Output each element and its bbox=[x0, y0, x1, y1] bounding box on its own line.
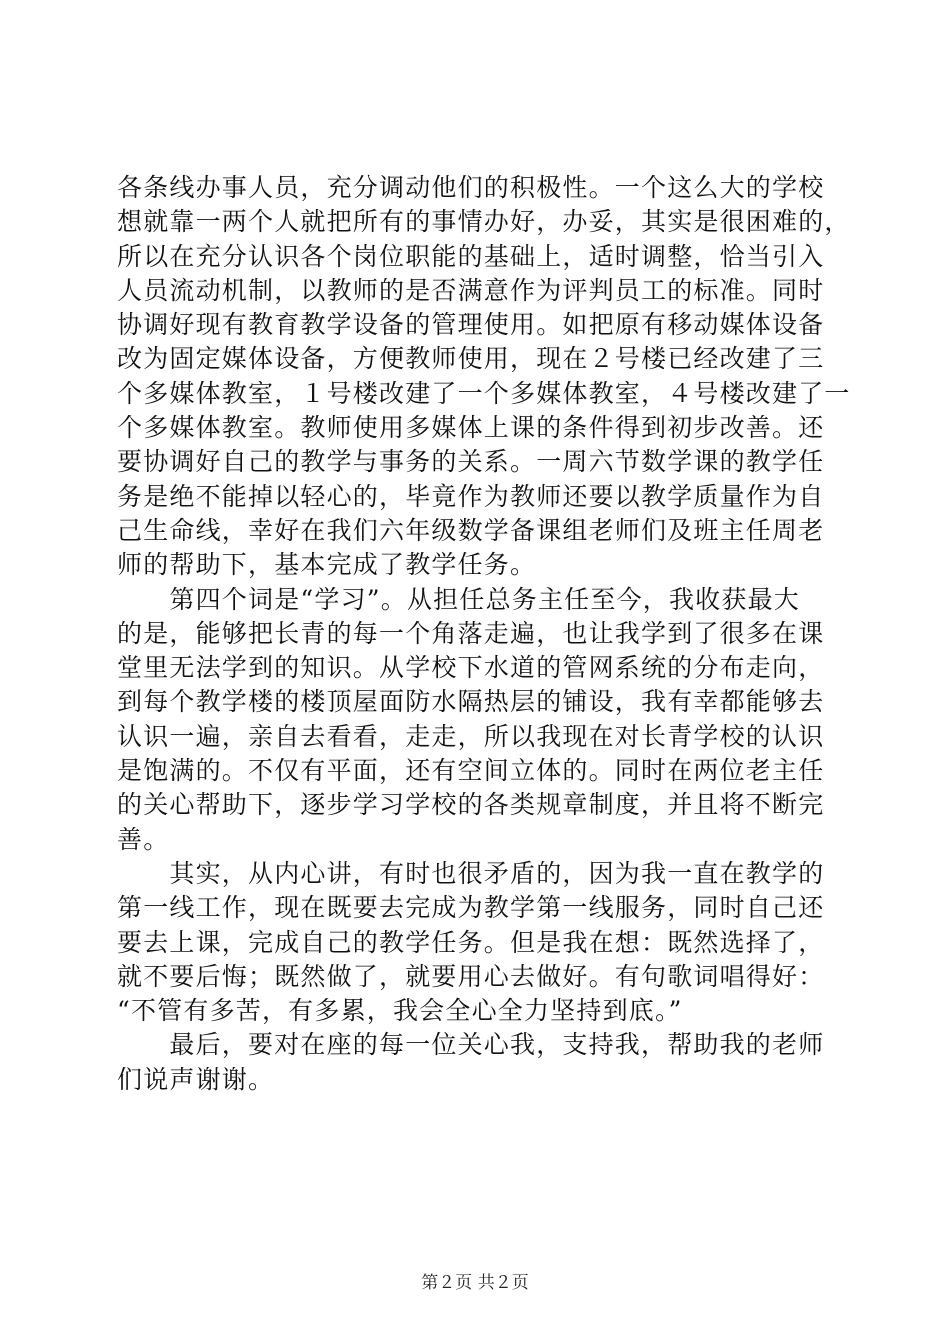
page-number-label: 第２页 共２页 bbox=[421, 1273, 529, 1293]
text-line: 个多媒体教室。教师使用多媒体上课的条件得到初步改善。还 bbox=[117, 413, 825, 443]
text-line: 第四个词是“学习”。从担任总务主任至今，我收获最大 bbox=[117, 584, 800, 614]
text-line: 堂里无法学到的知识。从学校下水道的管网系统的分布走向， bbox=[117, 653, 825, 683]
text-line: 就不要后悔；既然做了，就要用心去做好。有句歌词唱得好： bbox=[117, 961, 825, 991]
text-line: 要去上课，完成自己的教学任务。但是我在想：既然选择了， bbox=[117, 927, 825, 957]
page-footer bbox=[0, 1271, 950, 1295]
text-line: “不管有多苦，有多累，我会全心全力坚持到底。” bbox=[117, 996, 683, 1026]
text-line: 改为固定媒体设备，方便教师使用，现在２号楼已经改建了三 bbox=[117, 344, 825, 374]
text-line: 善。 bbox=[117, 824, 170, 854]
text-line: 的关心帮助下，逐步学习学校的各类规章制度，并且将不断完 bbox=[117, 790, 825, 820]
text-line: 是饱满的。不仅有平面，还有空间立体的。同时在两位老主任 bbox=[117, 756, 825, 786]
text-line: 想就靠一两个人就把所有的事情办好，办妥，其实是很困难的， bbox=[117, 207, 851, 237]
text-line: 己生命线，幸好在我们六年级数学备课组老师们及班主任周老 bbox=[117, 515, 825, 545]
text-line: 们说声谢谢。 bbox=[117, 1064, 275, 1094]
text-line: 各条线办事人员，充分调动他们的积极性。一个这么大的学校 bbox=[117, 173, 825, 202]
text-line: 认识一遍，亲自去看看，走走，所以我现在对长青学校的认识 bbox=[117, 721, 825, 751]
text-line: 到每个教学楼的楼顶屋面防水隔热层的铺设，我有幸都能够去 bbox=[117, 687, 825, 717]
text-line: 师的帮助下，基本完成了教学任务。 bbox=[117, 550, 537, 580]
text-line: 第一线工作，现在既要去完成为教学第一线服务，同时自己还 bbox=[117, 893, 825, 923]
text-line: 人员流动机制，以教师的是否满意作为评判员工的标准。同时 bbox=[117, 275, 825, 305]
text-line: 最后，要对在座的每一位关心我，支持我，帮助我的老师 bbox=[117, 1030, 825, 1060]
text-line: 其实，从内心讲，有时也很矛盾的，因为我一直在教学的 bbox=[117, 858, 825, 888]
text-line: 的是，能够把长青的每一个角落走遍，也让我学到了很多在课 bbox=[117, 618, 825, 648]
text-line: 务是绝不能掉以轻心的，毕竟作为教师还要以教学质量作为自 bbox=[117, 481, 825, 511]
text-line: 所以在充分认识各个岗位职能的基础上，适时调整，恰当引入 bbox=[117, 241, 825, 271]
text-line: 协调好现有教育教学设备的管理使用。如把原有移动媒体设备 bbox=[117, 310, 825, 340]
text-line: 要协调好自己的教学与事务的关系。一周六节数学课的教学任 bbox=[117, 447, 825, 477]
document-body bbox=[117, 171, 851, 1097]
text-line: 个多媒体教室，１号楼改建了一个多媒体教室，４号楼改建了一 bbox=[117, 378, 851, 408]
